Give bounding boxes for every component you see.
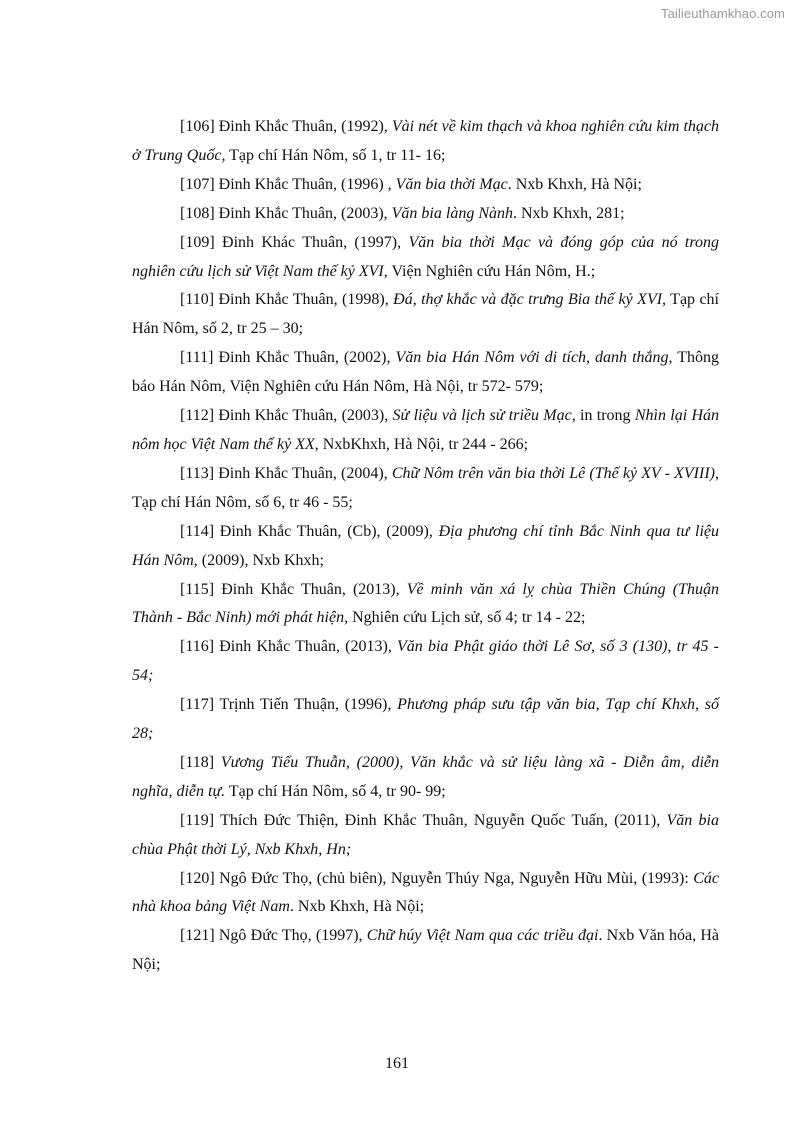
reference-entry xyxy=(132,865,719,923)
reference-text: [109] Đinh Khác Thuân, (1997), xyxy=(180,233,409,251)
reference-text: Tạp chí Hán Nôm, số 2, tr 25 – 30; xyxy=(132,291,720,338)
reference-title-italic: Văn bia Hán Nôm với di tích, danh thắng xyxy=(395,349,669,367)
reference-text: Tạp chí Hán Nôm, số 6, tr 46 - 55; xyxy=(132,493,353,511)
page-number: 161 xyxy=(385,1055,409,1072)
reference-text: [117] Trịnh Tiến Thuận, (1996) xyxy=(180,696,388,714)
reference-text: [106] Đinh Khắc Thuân, (1992), xyxy=(180,118,392,135)
reference-text: in trong xyxy=(575,407,635,425)
reference-text: . Nxb Văn hóa, Hà Nội; xyxy=(132,927,719,974)
reference-text: [120] Ngô Đức Thọ, (chủ biên), Nguyễn Thúy Nga, Nguyễn Hữu Mùi, (1993): xyxy=(180,869,694,887)
reference-entry xyxy=(132,749,719,807)
reference-text: . Nxb Khxh, Hà Nội; xyxy=(507,175,642,193)
reference-text: Tạp chí Hán Nôm, số 4, tr 90- 99; xyxy=(225,782,446,800)
reference-text: [110] Đinh Khắc Thuân, (1998), xyxy=(180,291,394,309)
reference-entry xyxy=(132,344,719,402)
reference-entry xyxy=(132,113,719,171)
reference-title-italic: Sử liệu và lịch sử triều Mạc, xyxy=(392,407,576,425)
reference-entry xyxy=(132,922,719,980)
reference-title-italic: , Phương pháp sưu tập văn bia, Tạp chí Khxh, số 28; xyxy=(132,696,719,743)
reference-entry xyxy=(132,460,719,518)
reference-entry xyxy=(132,633,719,691)
reference-entry xyxy=(132,691,719,749)
reference-entry xyxy=(132,807,719,865)
reference-text: , Thông báo Hán Nôm, Viện Nghiên cứu Hán Nôm, Hà Nội, tr 572- 579; xyxy=(132,349,720,396)
reference-text: [121] Ngô Đức Thọ, (1997), xyxy=(180,927,367,945)
reference-title-italic: Chữ húy Việt Nam qua các triều đại xyxy=(366,927,599,945)
reference-title-italic: , Văn bia chùa Phật thời Lý, Nxb Khxh, Hn; xyxy=(132,811,720,858)
reference-entry xyxy=(132,200,719,229)
reference-entry xyxy=(132,576,719,634)
reference-title-italic: Văn bia thời Mạc xyxy=(395,175,508,193)
reference-text: [111] Đinh Khắc Thuân, (2002), xyxy=(180,349,396,367)
reference-entry xyxy=(132,171,719,200)
reference-entry xyxy=(132,402,719,460)
reference-title-italic: Văn bia làng Nành xyxy=(391,204,513,222)
reference-title-italic: Văn bia thời Mạc và đóng góp của nó trong nghiên cứu lịch sử Việt Nam thế kỷ XVI xyxy=(132,233,720,280)
reference-text: , Viện Nghiên cứu Hán Nôm, H.; xyxy=(383,262,596,280)
reference-text: [118] xyxy=(180,753,221,771)
reference-title-italic: Chữ Nôm trên văn bia thời Lê (Thế kỷ XV - XVIII), xyxy=(391,464,719,482)
reference-text: [108] Đinh Khắc Thuân, (2003), xyxy=(180,204,392,222)
reference-text: . Nxb Khxh, Hà Nội; xyxy=(289,898,425,916)
reference-title-italic: Nhìn lại Hán nôm học Việt Nam thế kỷ XX xyxy=(132,407,720,453)
reference-text: [119] Thích Đức Thiện, Đinh Khắc Thuân, Nguyễn Quốc Tuấn, (2011) xyxy=(180,811,657,829)
reference-title-italic: , Về minh văn xá lỵ chùa Thiền Chúng (Thuận Thành - Bắc Ninh) mới phát hiện, xyxy=(132,580,719,627)
reference-text: [114] Đinh Khắc Thuân, (Cb), (2009), xyxy=(180,522,439,540)
reference-entry xyxy=(132,518,719,576)
reference-title-italic: Địa phương chí tỉnh Bắc Ninh qua tư liệu Hán Nôm xyxy=(132,522,720,569)
reference-title-italic: Vương Tiểu Thuẫn, (2000), Văn khắc và sử liệu làng xã - Diễn âm, diễn nghĩa, diễn tự. xyxy=(132,753,719,800)
reference-title-italic: , Văn bia Phật giáo thời Lê Sơ, số 3 (130), tr 45 - 54; xyxy=(132,638,720,685)
reference-title-italic: Các nhà khoa bảng Việt Nam xyxy=(132,869,719,916)
reference-text: [112] Đinh Khắc Thuân, (2003), xyxy=(180,407,393,425)
reference-text: . Nxb Khxh, 281; xyxy=(513,204,625,222)
reference-text: [115] Đinh Khắc Thuân, (2013) xyxy=(180,580,396,598)
watermark: Tailieuthamkhao.com xyxy=(660,6,785,21)
reference-title-italic: Đá, thợ khắc và đặc trưng Bia thế kỷ XVI, xyxy=(393,291,667,309)
reference-entry xyxy=(132,229,719,287)
reference-text: [116] Đinh Khắc Thuân, (2013) xyxy=(180,638,388,656)
reference-text: Nghiên cứu Lịch sử, số 4; tr 14 - 22; xyxy=(348,609,586,627)
reference-entry xyxy=(132,286,719,344)
reference-title-italic: Vài nét về kim thạch và khoa nghiên cứu kim thạch ở Trung Quốc, xyxy=(132,118,720,164)
reference-text: [107] Đinh Khắc Thuân, (1996) , xyxy=(180,175,396,193)
reference-list xyxy=(132,113,719,980)
reference-text: [113] Đinh Khắc Thuân, (2004), xyxy=(180,464,392,482)
reference-text: , NxbKhxh, Hà Nội, tr 244 - 266; xyxy=(314,435,529,453)
reference-text: , (2009), Nxb Khxh; xyxy=(193,551,324,569)
reference-text: Tạp chí Hán Nôm, số 1, tr 11- 16; xyxy=(225,146,446,164)
